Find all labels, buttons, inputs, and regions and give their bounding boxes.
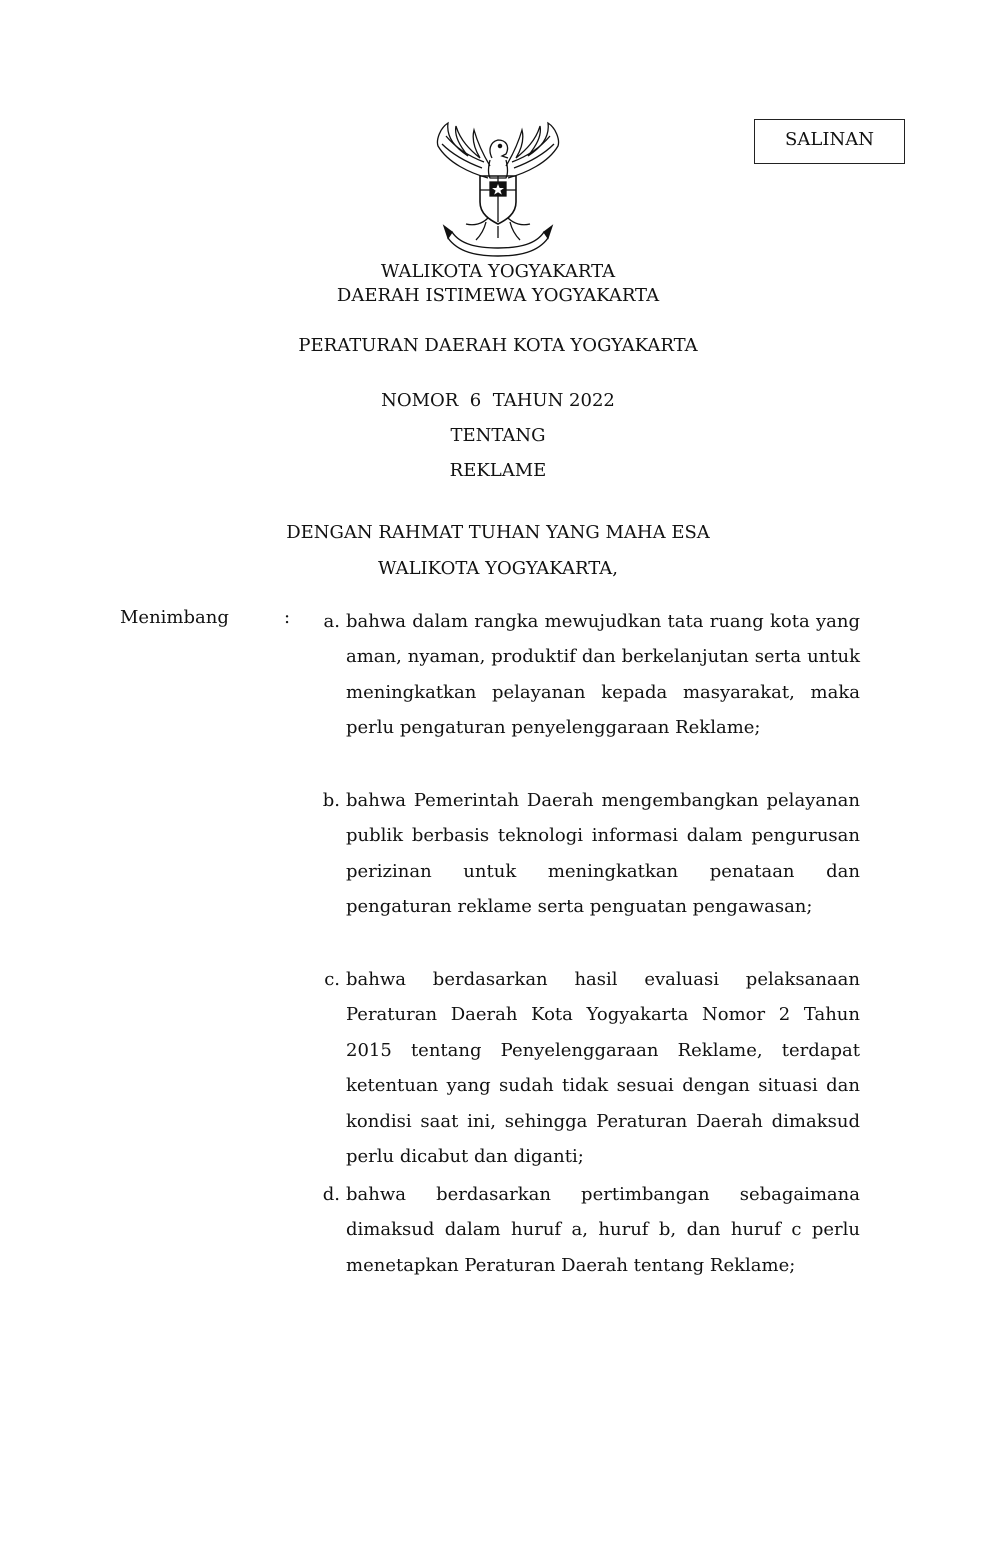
blessing-line: DENGAN RAHMAT TUHAN YANG MAHA ESA xyxy=(286,522,710,543)
header-region: DAERAH ISTIMEWA YOGYAKARTA xyxy=(336,285,660,306)
considering-label: Menimbang xyxy=(120,607,229,628)
item-text: bahwa berdasarkan pertimbangan sebagaimana dimaksud dalam huruf a, huruf b, dan huruf c perlu menetapkan Peraturan Daerah tentang Reklame; xyxy=(346,1184,860,1276)
item-marker: d. xyxy=(322,1184,340,1205)
garuda-pancasila-emblem-icon xyxy=(430,118,566,258)
regulation-about: TENTANG xyxy=(450,425,546,446)
regulation-title: PERATURAN DAERAH KOTA YOGYAKARTA xyxy=(298,335,698,356)
authority-line: WALIKOTA YOGYAKARTA, xyxy=(377,558,618,579)
item-text: bahwa Pemerintah Daerah mengembangkan pelayanan publik berbasis teknologi informasi dalam pengurusan perizinan untuk meningkatkan penataan dan pengaturan reklame serta penguatan pengawasan; xyxy=(346,790,860,918)
item-marker: c. xyxy=(324,969,340,990)
item-marker: b. xyxy=(322,790,340,811)
header-mayor: WALIKOTA YOGYAKARTA xyxy=(380,261,616,282)
item-text: bahwa berdasarkan hasil evaluasi pelaksanaan Peraturan Daerah Kota Yogyakarta Nomor 2 Tahun 2015 tentang Penyelenggaraan Reklame, terdapat ketentuan yang sudah tidak sesuai dengan situasi dan kondisi saat ini, sehingga Peraturan Daerah dimaksud perlu dicabut dan diganti; xyxy=(346,969,860,1168)
item-marker: a. xyxy=(323,611,340,632)
considering-colon: : xyxy=(284,607,291,628)
regulation-subject: REKLAME xyxy=(449,460,547,481)
salinan-stamp: SALINAN xyxy=(754,119,905,164)
item-text: bahwa dalam rangka mewujudkan tata ruang kota yang aman, nyaman, produktif dan berkelanjutan serta untuk meningkatkan pelayanan kepada masyarakat, maka perlu pengaturan penyelenggaraan Reklame; xyxy=(346,611,860,739)
regulation-number: NOMOR 6 TAHUN 2022 xyxy=(381,390,615,411)
